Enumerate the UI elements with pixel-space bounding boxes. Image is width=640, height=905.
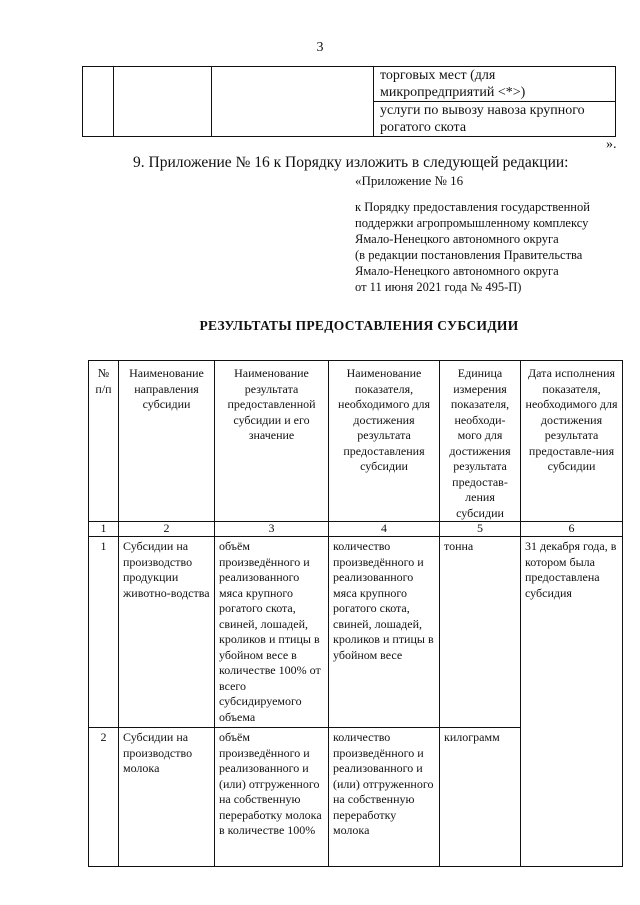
appendix-line: Ямало-Ненецкого автономного округа xyxy=(355,232,559,246)
header-result: Наименование результата предоставленной субсидии и его значение xyxy=(215,361,329,522)
appendix-line: от 11 июня 2021 года № 495-П) xyxy=(355,280,522,294)
header-date: Дата исполнения показателя, необходимого для достижения результата предоставле-ния субсидии xyxy=(521,361,623,522)
table-cell: торговых мест (для микропредприятий <*>) xyxy=(374,67,616,102)
appendix-line: Ямало-Ненецкого автономного округа xyxy=(355,264,559,278)
header-direction: Наименование направления субсидии xyxy=(119,361,215,522)
table-header-row xyxy=(89,361,623,522)
appendix-line: поддержки агропромышленному комплексу xyxy=(355,216,589,230)
row-unit: тонна xyxy=(440,537,521,728)
row-indicator: количество произведённого и реализованного и (или) отгруженного на собственную переработку молока xyxy=(329,728,440,867)
row-direction: Субсидии на производство молока xyxy=(119,728,215,867)
table-row xyxy=(89,537,623,728)
row-result: объём произведённого и реализованного мяса крупного рогатого скота, свиней, лошадей, кроликов и птицы в убойном весе в количестве 100% от всего субсидируемого объема xyxy=(215,537,329,728)
column-number: 2 xyxy=(119,522,215,537)
table-cell xyxy=(212,67,374,137)
closing-quote: ». xyxy=(606,137,617,152)
page-number: 3 xyxy=(316,40,324,55)
results-table xyxy=(88,360,623,867)
table-row xyxy=(83,67,616,102)
column-number: 1 xyxy=(89,522,119,537)
results-title: РЕЗУЛЬТАТЫ ПРЕДОСТАВЛЕНИЯ СУБСИДИИ xyxy=(199,318,519,333)
row-unit: килограмм xyxy=(440,728,521,867)
row-number: 1 xyxy=(89,537,119,728)
column-number: 3 xyxy=(215,522,329,537)
column-number: 5 xyxy=(440,522,521,537)
table-cell: услуги по вывозу навоза крупного рогатого скота xyxy=(374,102,616,137)
appendix-line: к Порядку предоставления государственной xyxy=(355,200,590,214)
appendix-subtitle xyxy=(355,199,590,295)
row-number: 2 xyxy=(89,728,119,867)
appendix-line: (в редакции постановления Правительства xyxy=(355,248,583,262)
row-date: 31 декабря года, в котором была предоставлена субсидия xyxy=(521,537,623,867)
header-unit: Единица измерения показателя, необходи-мого для достижения результата предостав-ления субсидии xyxy=(440,361,521,522)
column-number-row xyxy=(89,522,623,537)
item-9-text: 9. Приложение № 16 к Порядку изложить в следующей редакции: xyxy=(133,154,569,171)
table-cell xyxy=(83,67,114,137)
continuation-table xyxy=(82,66,616,137)
header-number: № п/п xyxy=(89,361,119,522)
table-cell xyxy=(114,67,212,137)
column-number: 4 xyxy=(329,522,440,537)
appendix-title: «Приложение № 16 xyxy=(355,173,464,188)
column-number: 6 xyxy=(521,522,623,537)
row-result: объём произведённого и реализованного и (или) отгруженного на собственную переработку молока в количестве 100% xyxy=(215,728,329,867)
header-indicator: Наименование показателя, необходимого для достижения результата предоставления субсидии xyxy=(329,361,440,522)
row-indicator: количество произведённого и реализованного мяса крупного рогатого скота, свиней, лошадей, кроликов и птицы в убойном весе xyxy=(329,537,440,728)
row-direction: Субсидии на производство продукции животно-водства xyxy=(119,537,215,728)
